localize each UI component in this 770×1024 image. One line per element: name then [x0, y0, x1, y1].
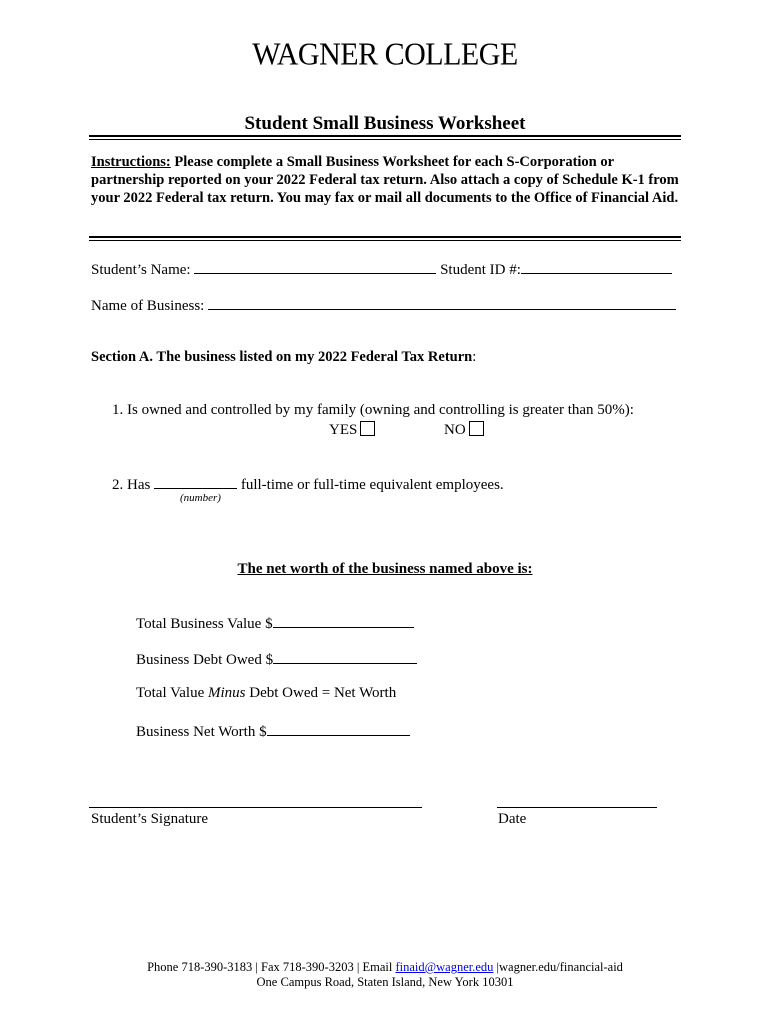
- student-name-row: [91, 259, 672, 279]
- question-1: 1. Is owned and controlled by my family (owning and controlling is greater than 50%):: [112, 402, 634, 418]
- college-logo: WAGNER COLLEGE: [252, 37, 518, 72]
- business-name-row: [91, 295, 676, 315]
- student-id-field[interactable]: [521, 259, 672, 274]
- signature-line[interactable]: [89, 807, 422, 808]
- net-worth-label: Business Net Worth $: [136, 724, 267, 740]
- instructions-rule: [89, 236, 681, 241]
- net-worth-heading: The net worth of the business named above is:: [237, 561, 533, 577]
- total-value-label: Total Business Value $: [136, 616, 273, 632]
- footer-contact: Phone 718-390-3183 | Fax 718-390-3203 | Email finaid@wagner.edu |wagner.edu/financial-aid: [147, 960, 623, 974]
- footer-address: One Campus Road, Staten Island, New York 10301: [256, 975, 514, 989]
- q1-yes-checkbox[interactable]: [360, 421, 375, 436]
- debt-owed-label: Business Debt Owed $: [136, 652, 274, 668]
- q2-prefix: 2. Has: [112, 477, 151, 493]
- employee-count-field[interactable]: [154, 474, 237, 489]
- total-value-row: [136, 613, 414, 633]
- q1-yes-option: [329, 421, 375, 439]
- total-value-field[interactable]: [273, 613, 414, 628]
- q1-no-label: NO: [444, 422, 466, 438]
- business-name-label: Name of Business:: [91, 298, 205, 314]
- net-worth-field[interactable]: [267, 721, 410, 736]
- date-line[interactable]: [497, 807, 657, 808]
- instructions: [91, 153, 683, 207]
- section-a-heading: Section A. The business listed on my 2022 Federal Tax Return:: [91, 349, 477, 365]
- student-id-label: Student ID #:: [440, 262, 521, 278]
- signature-label: Student’s Signature: [91, 811, 209, 827]
- q1-no-checkbox[interactable]: [469, 421, 484, 436]
- date-label: Date: [498, 811, 527, 827]
- title-rule: [89, 135, 681, 140]
- debt-owed-field[interactable]: [273, 649, 417, 664]
- debt-owed-row: [136, 649, 417, 669]
- q1-no-option: [444, 421, 484, 439]
- q1-yes-label: YES: [329, 422, 358, 438]
- question-2: [112, 474, 504, 494]
- number-hint: (number): [180, 492, 221, 504]
- instructions-text: Please complete a Small Business Worksheet for each S-Corporation or partnership reported on your 2022 Federal tax return. Also attach a copy of Schedule K-1 from your 2022 Federal tax return. You may fax or mail all documents to the Office of Financial Aid.: [91, 154, 679, 206]
- student-name-field[interactable]: [194, 259, 436, 274]
- email-link[interactable]: finaid@wagner.edu: [395, 960, 494, 974]
- business-name-field[interactable]: [208, 295, 676, 310]
- net-worth-formula: Total Value Minus Debt Owed = Net Worth: [136, 685, 397, 701]
- student-name-label: Student’s Name:: [91, 262, 191, 278]
- net-worth-row: [136, 721, 410, 741]
- instructions-label: Instructions:: [91, 154, 171, 170]
- q2-suffix: full-time or full-time equivalent employees.: [240, 477, 504, 493]
- page-title: Student Small Business Worksheet: [244, 113, 526, 134]
